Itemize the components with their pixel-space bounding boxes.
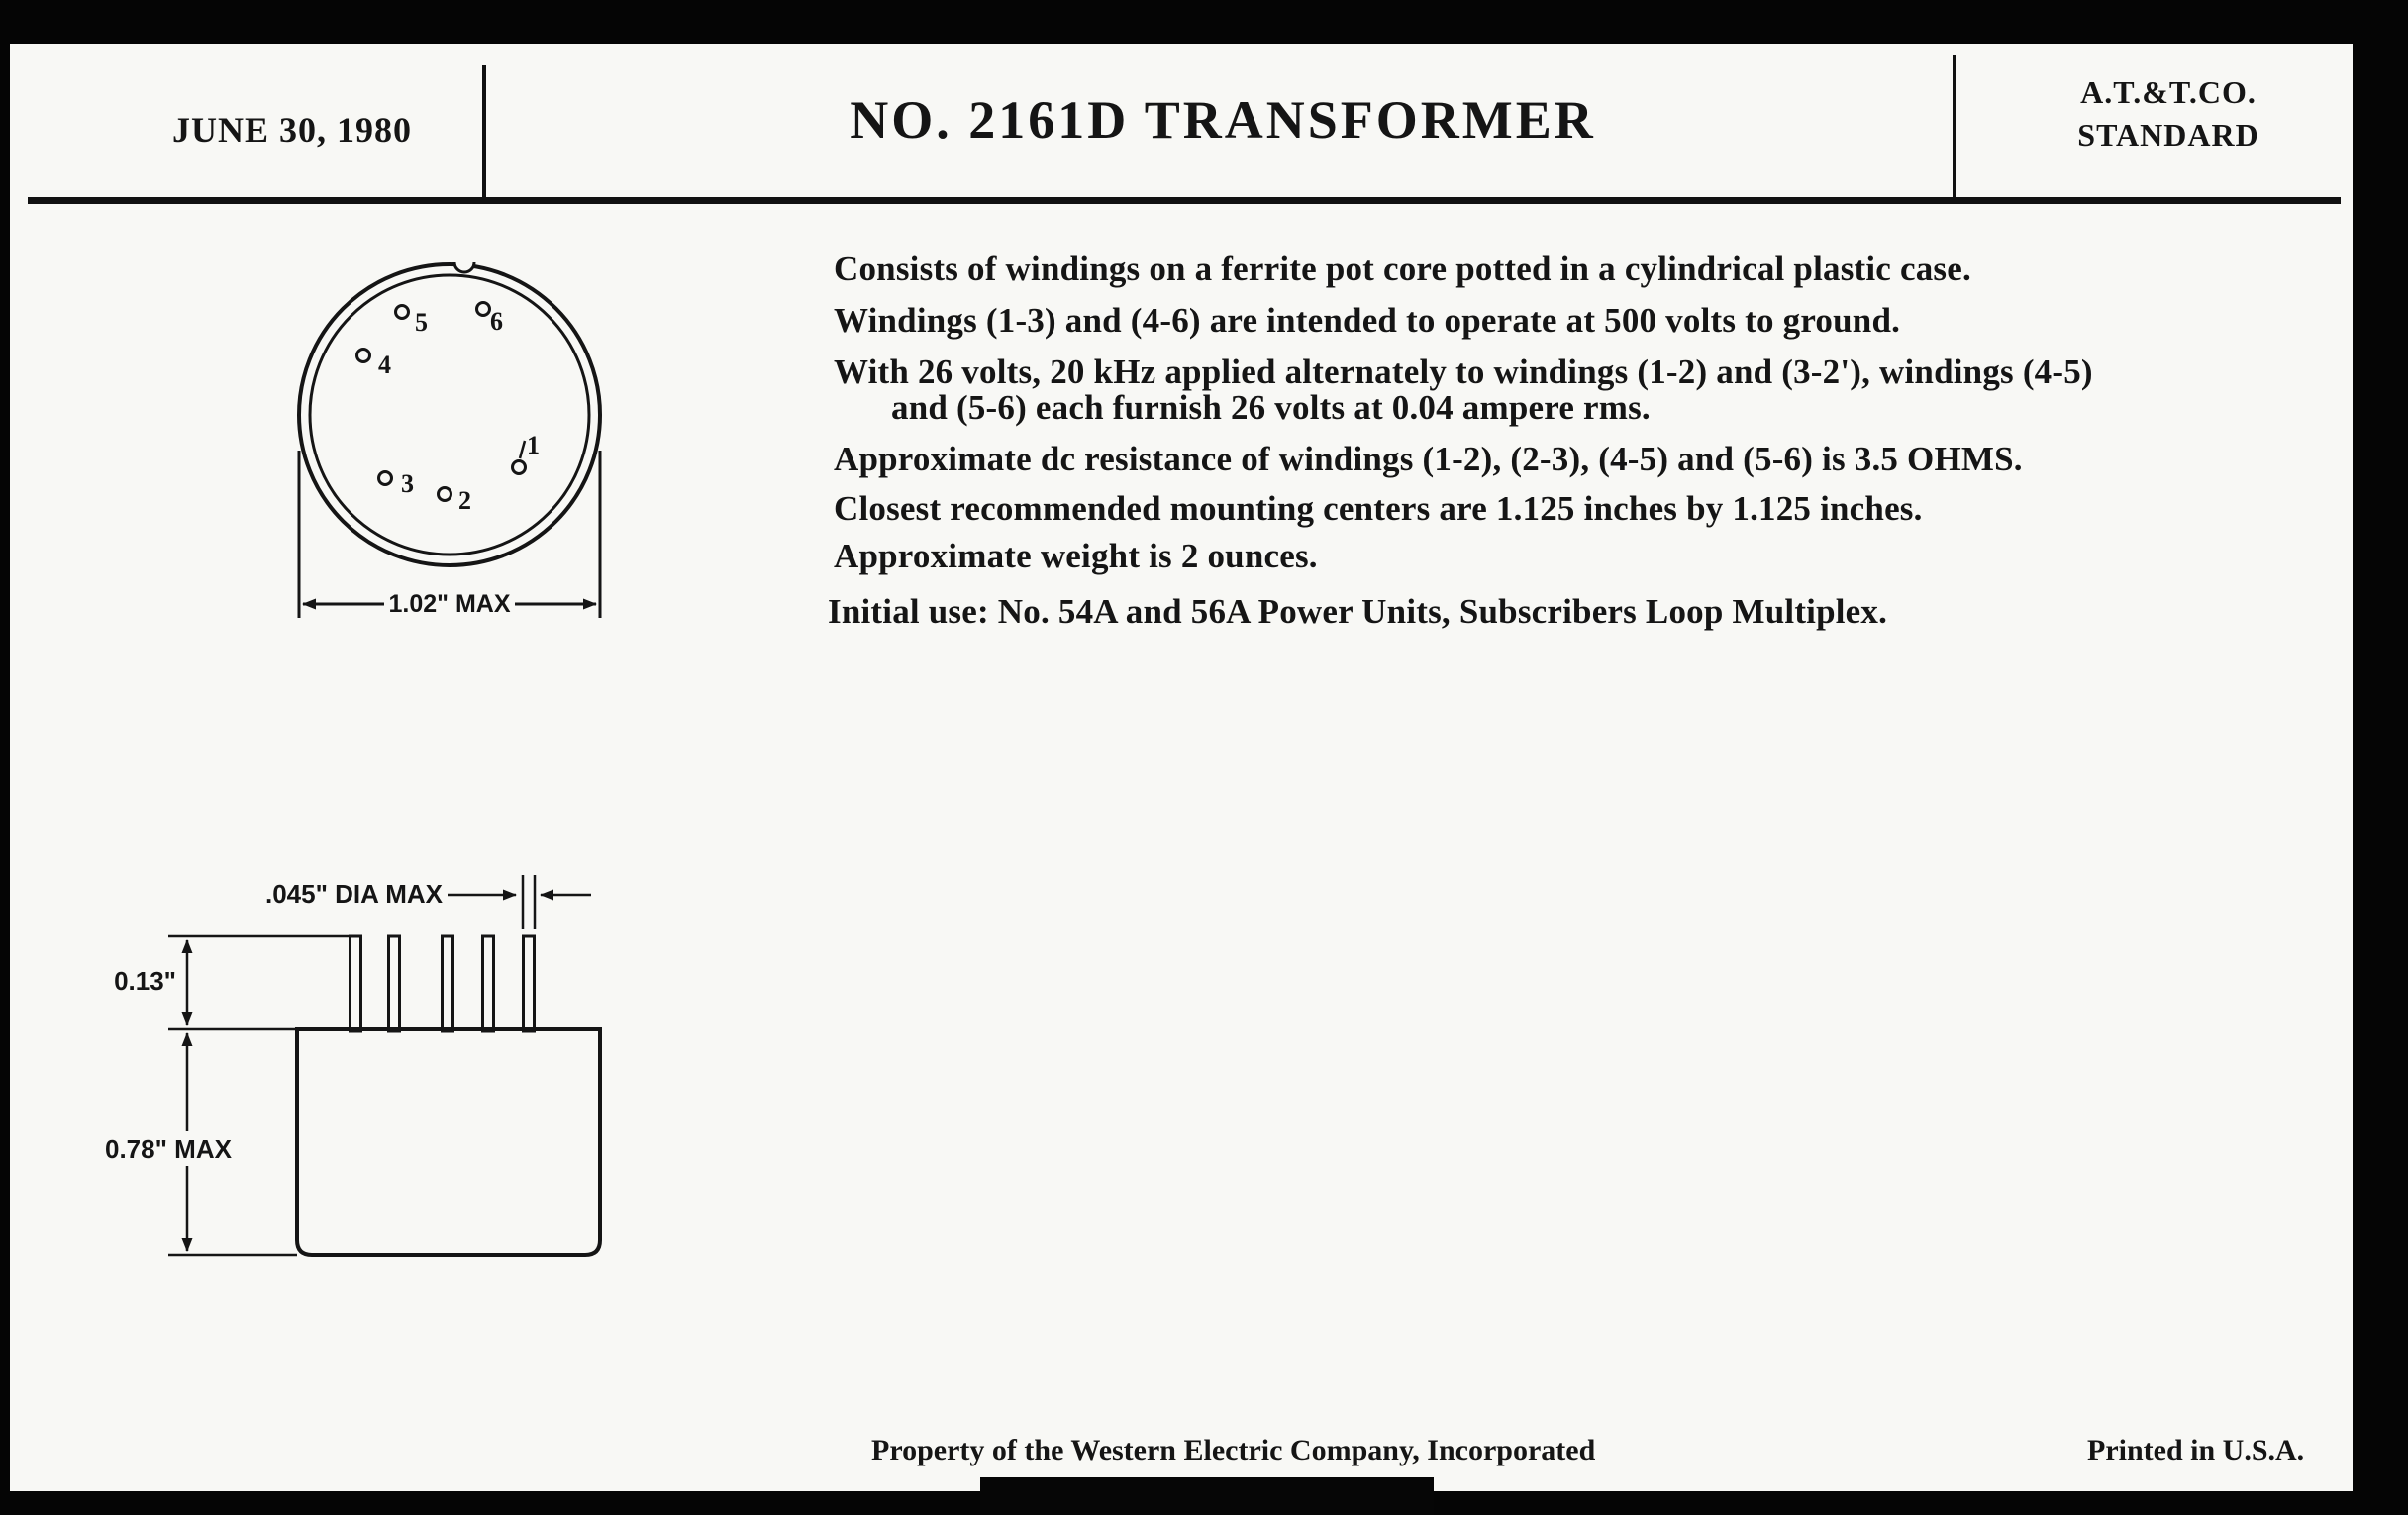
spec-line-3b: and (5-6) each furnish 26 volts at 0.04 ampere rms. bbox=[891, 388, 1651, 427]
case-outline-outer bbox=[299, 264, 600, 565]
pin-circle-6 bbox=[477, 303, 490, 316]
page-title: NO. 2161D TRANSFORMER bbox=[850, 90, 1596, 150]
lead-pin-4 bbox=[483, 936, 494, 1031]
top-view-diagram bbox=[285, 250, 626, 650]
case-body-outline bbox=[297, 1029, 600, 1255]
pin-label-5: 5 bbox=[415, 308, 428, 337]
org-standard: STANDARD bbox=[2077, 117, 2259, 152]
lead-pin-1 bbox=[351, 936, 361, 1031]
spec-line-4: Approximate dc resistance of windings (1-2), (2-3), (4-5) and (5-6) is 3.5 OHMS. bbox=[834, 440, 2023, 478]
pin-diameter-label: .045" DIA MAX bbox=[265, 879, 443, 909]
pin-label-2: 2 bbox=[458, 486, 471, 515]
spec-line-1: Consists of windings on a ferrite pot core potted in a cylindrical plastic case. bbox=[834, 250, 1971, 288]
pin-1-tick bbox=[520, 441, 525, 458]
pin-circle-1 bbox=[513, 461, 526, 474]
diameter-dimension-label: 1.02" MAX bbox=[388, 590, 511, 618]
spec-line-6: Approximate weight is 2 ounces. bbox=[834, 537, 1318, 575]
footer-property: Property of the Western Electric Company, Incorporated bbox=[871, 1434, 1596, 1466]
pin-label-3: 3 bbox=[401, 469, 414, 498]
pin-label-4: 4 bbox=[378, 351, 391, 379]
footer-printed: Printed in U.S.A. bbox=[2087, 1434, 2305, 1466]
spec-line-3a: With 26 volts, 20 kHz applied alternately to windings (1-2) and (3-2'), windings (4-5) bbox=[834, 353, 2093, 391]
body-height-label: 0.78" MAX bbox=[105, 1134, 232, 1163]
header-date: JUNE 30, 1980 bbox=[171, 110, 412, 150]
lead-pin-3 bbox=[443, 936, 453, 1031]
spec-line-2: Windings (1-3) and (4-6) are intended to operate at 500 volts to ground. bbox=[834, 301, 1901, 340]
lead-pin-5 bbox=[524, 936, 535, 1031]
header-rule bbox=[28, 197, 2341, 204]
header-divider-left bbox=[482, 65, 486, 201]
side-view-diagram bbox=[99, 859, 653, 1305]
pin-circle-2 bbox=[439, 488, 452, 501]
pin-label-1: 1 bbox=[527, 431, 540, 459]
pin-circle-4 bbox=[357, 350, 370, 362]
pin-circle-3 bbox=[379, 472, 392, 485]
pin-label-6: 6 bbox=[490, 307, 503, 336]
case-outline-inner bbox=[310, 275, 589, 555]
spec-line-7: Initial use: No. 54A and 56A Power Units, Subscribers Loop Multiplex. bbox=[828, 592, 1888, 631]
pin-circle-5 bbox=[396, 306, 409, 319]
redaction-bar bbox=[980, 1477, 1434, 1515]
lead-pin-2 bbox=[389, 936, 400, 1031]
org-block bbox=[2020, 71, 2317, 156]
pin-height-label: 0.13" bbox=[114, 966, 176, 996]
org-name: A.T.&T.CO. bbox=[2080, 74, 2257, 110]
spec-line-5: Closest recommended mounting centers are 1.125 inches by 1.125 inches. bbox=[834, 489, 1923, 528]
header-divider-right bbox=[1953, 55, 1956, 202]
